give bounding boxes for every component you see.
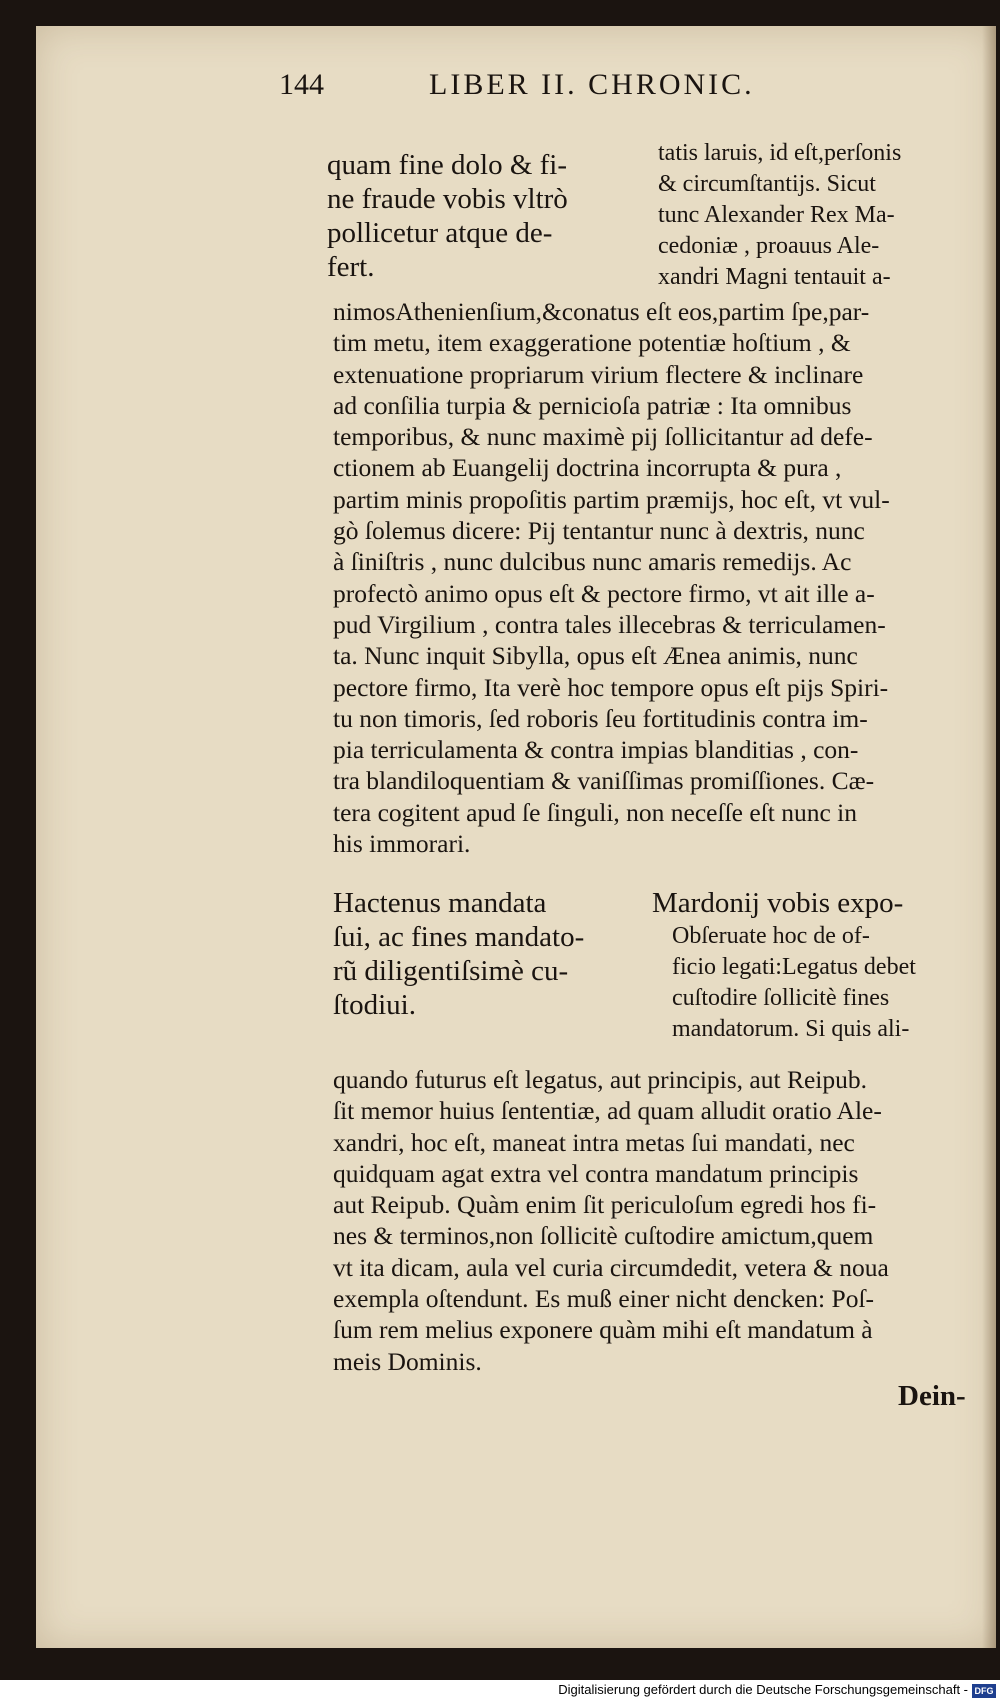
- body-paragraph: [333, 296, 969, 859]
- text-line: mandatorum. Si quis ali-: [672, 1016, 910, 1042]
- section2-body-paragraph: [333, 1064, 969, 1377]
- text-line: ne fraude vobis vltrò: [327, 183, 568, 215]
- text-line: Obſeruate hoc de of-: [672, 923, 870, 949]
- text-line: & circumſtantijs. Sicut: [658, 171, 876, 197]
- text-line: ſui, ac fines mandato-: [333, 921, 585, 953]
- text-line: vt ita dicam, aula vel curia circumdedit, vetera & noua: [333, 1252, 889, 1282]
- dfg-logo: DFG: [972, 1684, 996, 1698]
- right-column-block: [658, 138, 960, 293]
- page-number: 144: [279, 68, 324, 101]
- text-line: nimosAthenienſium,&conatus eſt eos,partim ſpe,par-: [333, 297, 870, 326]
- text-line: xandri, hoc eſt, maneat intra metas ſui mandati, nec: [333, 1127, 855, 1157]
- section-heading-continued: Mardonij vobis expo-: [652, 887, 904, 919]
- footer-bar: [0, 1680, 1000, 1703]
- text-line: pia terriculamenta & contra impias blanditias , con-: [333, 735, 859, 765]
- text-line: tunc Alexander Rex Ma-: [658, 202, 895, 228]
- text-line: his immorari.: [333, 829, 471, 859]
- text-line: quidquam agat extra vel contra mandatum principis: [333, 1158, 859, 1188]
- text-line: temporibus, & nunc maximè pij ſollicitantur ad defe-: [333, 422, 873, 452]
- section-heading: Hactenus mandata: [333, 887, 547, 919]
- text-line: ctionem ab Euangelij doctrina incorrupta & pura ,: [333, 453, 842, 483]
- left-column-block: [327, 148, 627, 284]
- text-line: tim metu, item exaggeratione potentiæ hoſtium , &: [333, 328, 851, 358]
- text-line: ta. Nunc inquit Sibylla, opus eſt Æneа animis, nunc: [333, 641, 858, 671]
- text-line: exempla oſtendunt. Es muß einer nicht dencken: Poſ-: [333, 1284, 875, 1314]
- text-line: à ſiniſtris , nunc dulcibus nunc amaris remedijs. Ac: [333, 547, 852, 577]
- page-header: [279, 68, 899, 108]
- text-line: profectò animo opus eſt & pectore firmo, vt ait ille a-: [333, 578, 875, 608]
- text-line: rũ diligentiſsimè cu-: [333, 955, 569, 987]
- text-line: ſum rem melius exponere quàm mihi eſt mandatum à: [333, 1315, 873, 1345]
- text-line: pud Virgilium , contra tales illecebras & terriculamen-: [333, 609, 886, 639]
- text-line: partim minis propoſitis partim præmijs, hoc eſt, vt vul-: [333, 484, 890, 514]
- text-line: xandri Magni tentauit a-: [658, 264, 891, 290]
- text-line: extenuatione propriarum virium flectere & inclinare: [333, 359, 864, 389]
- text-line: gò ſolemus dicere: Pij tentantur nunc à dextris, nunc: [333, 516, 865, 546]
- text-line: cuſtodire ſollicitè fines: [672, 985, 890, 1011]
- text-line: tatis laruis, id eſt,perſonis: [658, 140, 902, 166]
- text-line: pectore firmo, Ita verè hoc tempore opus eſt pijs Spiri-: [333, 672, 889, 702]
- text-line: meis Dominis.: [333, 1346, 482, 1376]
- text-line: aut Reipub. Quàm enim ſit periculoſum egredi hos fi-: [333, 1190, 877, 1220]
- text-line: quam fine dolo & fi-: [327, 149, 568, 181]
- text-line: cedoniæ , proauus Ale-: [658, 233, 880, 259]
- text-line: quando futurus eſt legatus, aut principis, aut Reipub.: [333, 1065, 867, 1094]
- section2-left-block: [333, 886, 633, 1022]
- text-line: ſit memor huius ſententiæ, ad quam alludit oratio Ale-: [333, 1096, 882, 1126]
- text-line: pollicetur atque de-: [327, 217, 553, 249]
- section2-right-block: [672, 921, 972, 1045]
- text-line: ad conſilia turpia & pernicioſa patriæ : Ita omnibus: [333, 390, 852, 420]
- text-line: nes & terminos,non ſollicitè cuſtodire amictum,quem: [333, 1221, 874, 1251]
- text-line: tra blandiloquentiam & vaniſſimas promiſſiones. Cæ-: [333, 766, 875, 796]
- running-head: LIBER II. CHRONIC.: [429, 68, 755, 101]
- text-line: ficio legati:Legatus debet: [672, 954, 916, 980]
- catchword: Dein-: [898, 1380, 966, 1412]
- text-line: tera cogitent apud ſe ſinguli, non neceſſe eſt nunc in: [333, 797, 857, 827]
- funding-credit: Digitalisierung gefördert durch die Deutsche Forschungsgemeinschaft -: [558, 1682, 968, 1697]
- text-line: fert.: [327, 251, 375, 283]
- text-line: ſtodiui.: [333, 989, 416, 1021]
- text-line: tu non timoris, ſed roboris ſeu fortitudinis contra im-: [333, 703, 868, 733]
